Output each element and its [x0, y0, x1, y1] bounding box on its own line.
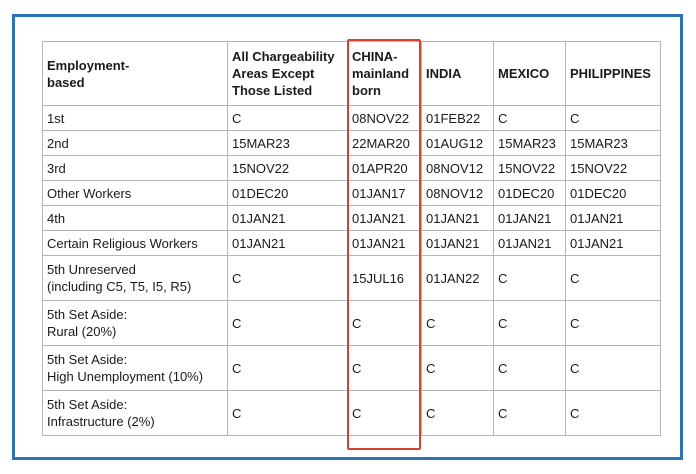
- table-header-row: [43, 42, 661, 106]
- table-row: [43, 256, 661, 301]
- table-cell: C: [422, 301, 494, 346]
- table-cell: C: [228, 106, 348, 131]
- table-cell: 01JAN21: [422, 231, 494, 256]
- row-category: 3rd: [43, 156, 228, 181]
- table-cell: 01JAN17: [348, 181, 422, 206]
- header-employment-based: Employment- based: [43, 42, 228, 106]
- table-cell: 01AUG12: [422, 131, 494, 156]
- table-cell: 01FEB22: [422, 106, 494, 131]
- table-cell: 15NOV22: [228, 156, 348, 181]
- table-row: [43, 346, 661, 391]
- table-cell: C: [348, 301, 422, 346]
- table-cell: 01JAN21: [422, 206, 494, 231]
- header-all-chargeability: All Chargeability Areas Except Those Listed: [228, 42, 348, 106]
- table-cell: 08NOV22: [348, 106, 422, 131]
- table-cell: 08NOV12: [422, 156, 494, 181]
- row-category: 1st: [43, 106, 228, 131]
- table-cell: C: [348, 346, 422, 391]
- table-cell: 15MAR23: [494, 131, 566, 156]
- row-category: Certain Religious Workers: [43, 231, 228, 256]
- table-cell: C: [566, 301, 661, 346]
- table-cell: 01DEC20: [494, 181, 566, 206]
- row-category: 5th Unreserved (including C5, T5, I5, R5): [43, 256, 228, 301]
- table-cell: 08NOV12: [422, 181, 494, 206]
- table-cell: 01APR20: [348, 156, 422, 181]
- row-category: Other Workers: [43, 181, 228, 206]
- table-cell: C: [228, 256, 348, 301]
- header-mexico: MEXICO: [494, 42, 566, 106]
- table-cell: 01JAN21: [494, 206, 566, 231]
- table-cell: C: [566, 391, 661, 436]
- table-cell: C: [228, 391, 348, 436]
- table-cell: C: [494, 301, 566, 346]
- table-cell: C: [494, 106, 566, 131]
- table-cell: 01JAN21: [228, 206, 348, 231]
- table-cell: 22MAR20: [348, 131, 422, 156]
- table-cell: C: [422, 346, 494, 391]
- table-cell: 01JAN21: [494, 231, 566, 256]
- header-china: CHINA- mainland born: [348, 42, 422, 106]
- row-category: 5th Set Aside: Rural (20%): [43, 301, 228, 346]
- row-category: 2nd: [43, 131, 228, 156]
- table-cell: C: [348, 391, 422, 436]
- table-cell: C: [494, 391, 566, 436]
- document-frame: [12, 14, 683, 460]
- table-cell: 15JUL16: [348, 256, 422, 301]
- table-cell: C: [494, 256, 566, 301]
- table-cell: 01JAN21: [228, 231, 348, 256]
- header-india: INDIA: [422, 42, 494, 106]
- table-cell: C: [566, 346, 661, 391]
- row-category: 4th: [43, 206, 228, 231]
- table-cell: 15MAR23: [566, 131, 661, 156]
- visa-bulletin-table: [42, 41, 661, 436]
- table-cell: 15MAR23: [228, 131, 348, 156]
- header-philippines: PHILIPPINES: [566, 42, 661, 106]
- table-cell: 01JAN22: [422, 256, 494, 301]
- row-category: 5th Set Aside: High Unemployment (10%): [43, 346, 228, 391]
- table-row: [43, 181, 661, 206]
- table-row: [43, 231, 661, 256]
- table-row: [43, 206, 661, 231]
- table-cell: 15NOV22: [494, 156, 566, 181]
- table-cell: C: [566, 256, 661, 301]
- table-row: [43, 106, 661, 131]
- table-cell: C: [228, 346, 348, 391]
- table-row: [43, 391, 661, 436]
- table-cell: C: [566, 106, 661, 131]
- table-cell: C: [494, 346, 566, 391]
- table-cell: C: [228, 301, 348, 346]
- table-cell: 15NOV22: [566, 156, 661, 181]
- table-cell: 01DEC20: [228, 181, 348, 206]
- table-cell: 01JAN21: [348, 206, 422, 231]
- table-cell: 01DEC20: [566, 181, 661, 206]
- table-row: [43, 131, 661, 156]
- table-cell: 01JAN21: [566, 231, 661, 256]
- table-cell: C: [422, 391, 494, 436]
- table-row: [43, 301, 661, 346]
- table-cell: 01JAN21: [348, 231, 422, 256]
- row-category: 5th Set Aside: Infrastructure (2%): [43, 391, 228, 436]
- table-row: [43, 156, 661, 181]
- table-cell: 01JAN21: [566, 206, 661, 231]
